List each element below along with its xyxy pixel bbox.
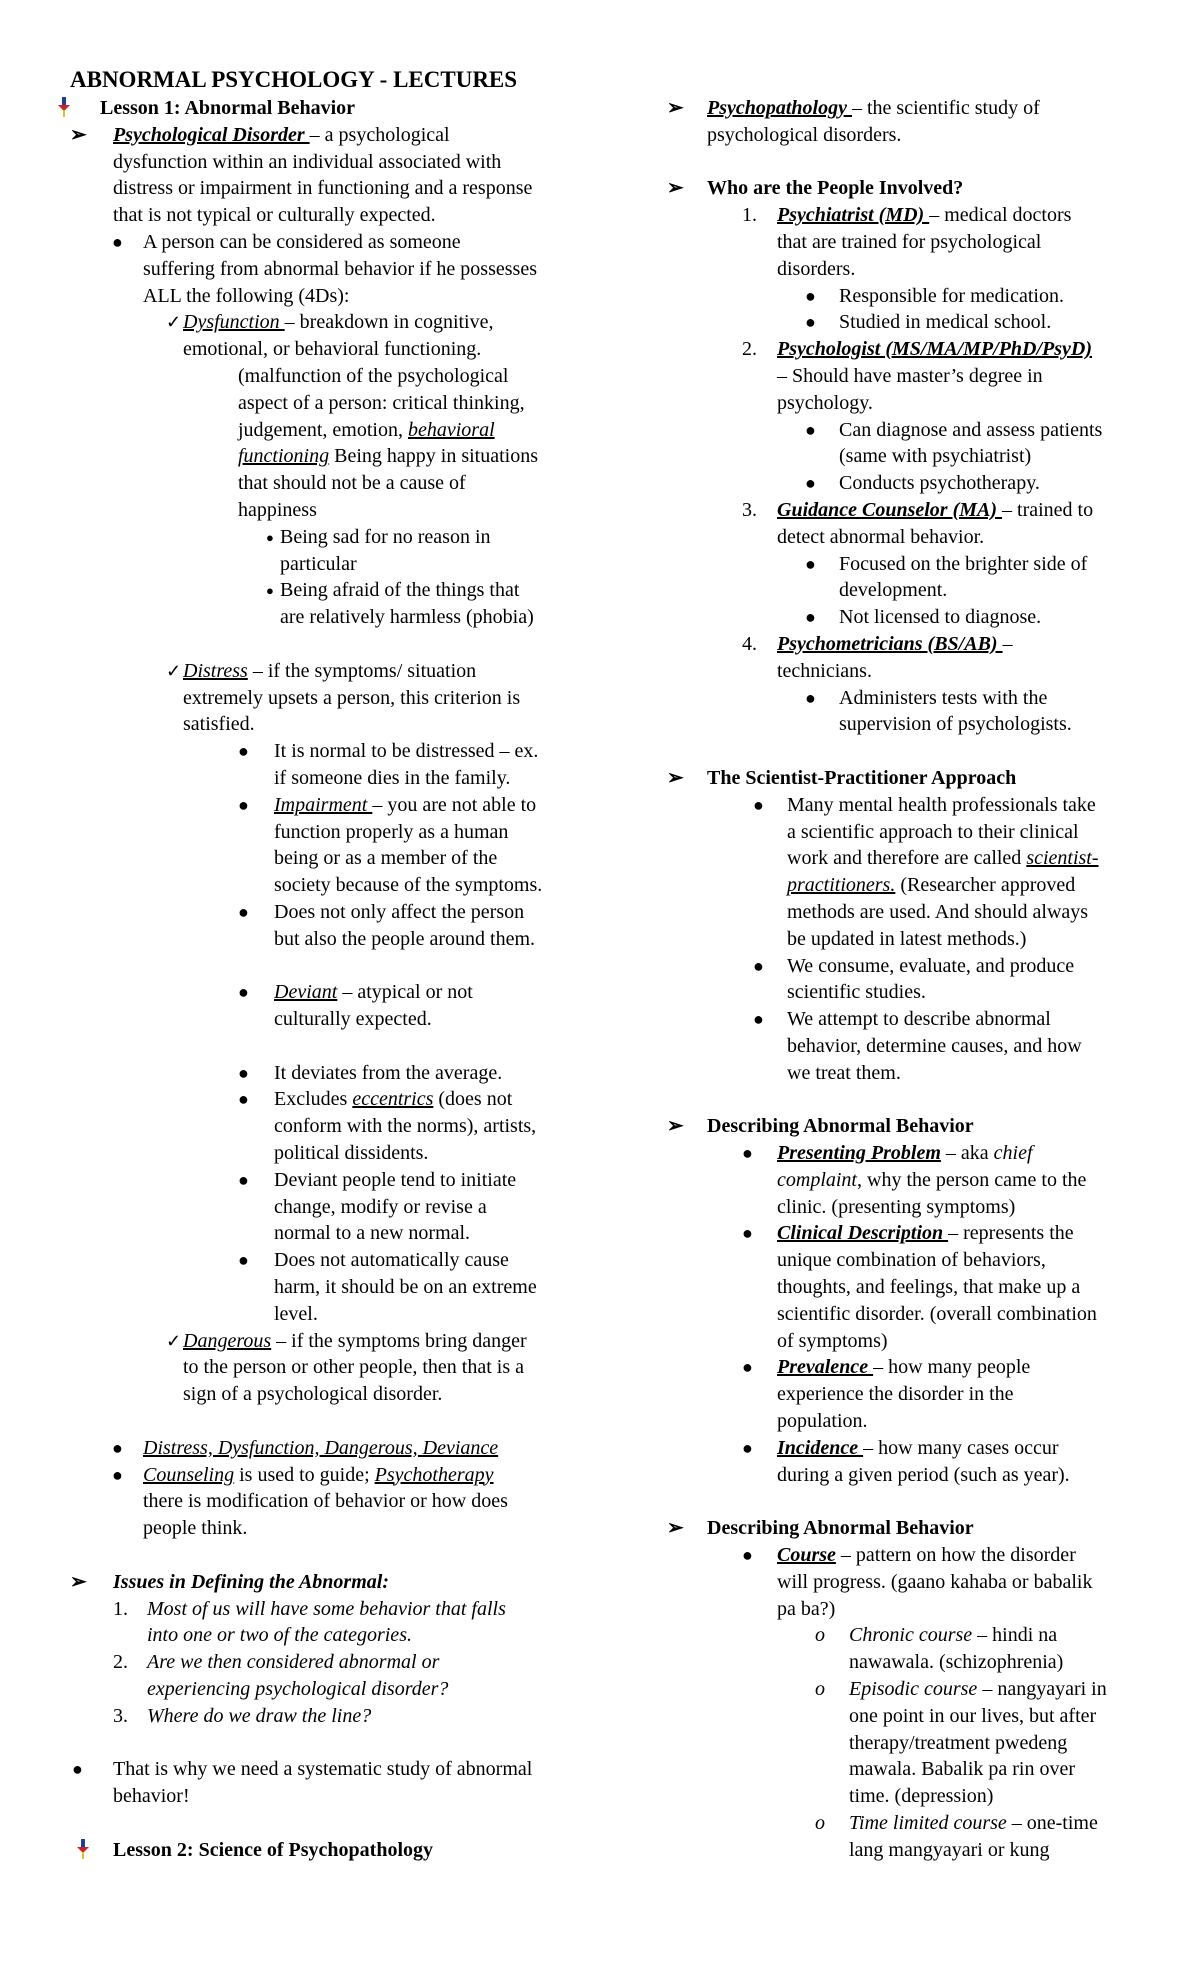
clinical-def: scientific disorder. (overall combination [777,1302,1097,1325]
prevalence-line [667,1354,1147,1381]
sad-line [70,524,590,551]
systematic-text: That is why we need a systematic study of abnormal [113,1758,533,1781]
behavioral-def: happiness [238,498,317,521]
person-term: Psychiatrist (MD) [777,204,930,227]
dangerous-def: – if the symptoms bring danger [271,1329,527,1352]
clinical-def: of symptoms) [777,1329,888,1352]
bullet-icon: ● [805,312,816,333]
checkmark-icon: ✓ [166,1330,182,1351]
bullet-icon: ● [112,231,123,252]
deviant-def: – atypical or not [337,981,473,1004]
scientist-practitioner-term: practitioners. [787,874,896,897]
right-column [667,95,1147,1864]
person-bullet [667,551,1147,578]
sp-text: a scientific approach to their clinical [787,820,1079,843]
episodic-def: therapy/treatment pwedeng [849,1731,1068,1754]
impairment-line [70,792,590,819]
counseling-text: is used to guide; [234,1463,375,1486]
four-ds-text: Distress, Dysfunction, Dangerous, Deviance [143,1436,499,1459]
person-bullet-text: Focused on the brighter side of [839,552,1088,575]
bullet-icon: ● [805,285,816,306]
presenting-def: , why the person came to the [857,1168,1087,1191]
arrow-bullet-icon: ➢ [667,1115,684,1138]
course-term: Course [777,1544,836,1567]
chronic-line [667,1622,1147,1649]
arrow-bullet-icon: ➢ [70,1570,87,1593]
issue-text: into one or two of the categories. [147,1624,412,1647]
initiate-line [70,1167,590,1194]
incidence-term: Incidence [777,1436,864,1459]
issues-title: Issues in Defining the Abnormal: [113,1570,389,1593]
chief-complaint-term: complaint [777,1168,857,1191]
describe-heading [667,1113,1147,1140]
eccentrics-term: eccentrics [352,1088,434,1111]
arrow-bullet-icon: ➢ [667,97,684,119]
issue-text: Are we then considered abnormal or [147,1651,440,1674]
bullet-icon: ● [753,794,764,815]
bullet-icon: ● [805,473,816,494]
person-bullet-text: Can diagnose and assess patients [839,418,1103,441]
clinical-def: – represents the [948,1222,1074,1245]
person-term: Psychometricians (BS/AB) [777,632,1003,655]
person-def: detect abnormal behavior. [777,525,985,548]
person-def: – Should have master’s degree in [777,364,1043,387]
limited-def: lang mangyayari or kung [849,1838,1050,1861]
pd-line [70,122,590,149]
afraid-line [70,577,590,604]
issue-number: 3. [113,1704,128,1727]
excludes-text: conform with the norms), artists, [274,1115,537,1138]
bullet-icon: ● [805,419,816,440]
excludes-text: (does not [433,1088,513,1111]
afraid-text: Being afraid of the things that [280,579,520,602]
sp-bullet [667,1006,1147,1033]
four-ds-line [70,1435,590,1462]
sp-text-line [667,845,1147,872]
bullet-icon: ● [112,1464,123,1485]
sp-text: We consume, evaluate, and produce [787,954,1075,977]
sp-title: The Scientist-Practitioner Approach [707,766,1017,789]
pd-term: Psychological Disorder [113,123,310,146]
presenting-def: – aka [940,1142,994,1165]
person-bullet-text: Responsible for medication. [839,284,1064,307]
deviant-line [70,979,590,1006]
bullet-icon: ● [266,529,274,545]
systematic-line [70,1756,590,1783]
describe-title: Describing Abnormal Behavior [707,1115,974,1138]
person-term: Guidance Counselor (MA) [777,498,1003,521]
prevalence-term: Prevalence [777,1356,874,1379]
pushpin-icon [57,97,71,125]
dangerous-term: Dangerous [183,1329,272,1352]
pushpin-icon [76,1839,90,1867]
arrow-bullet-icon: ➢ [70,123,87,146]
course-line [667,1542,1147,1569]
presenting-line [667,1140,1147,1167]
distress-def: satisfied. [183,713,255,736]
bullet-icon: ● [238,901,249,922]
bullet-icon: ● [112,1437,123,1458]
person-bullet-text: Studied in medical school. [839,311,1052,334]
person-bullet [667,417,1147,444]
person-number: 2. [742,338,757,361]
arrow-bullet-icon: ➢ [667,766,684,789]
person-def: that are trained for psychological [777,230,1042,253]
issue-text: experiencing psychological disorder? [147,1678,449,1701]
bullet-icon: ● [238,1089,249,1110]
describe-title: Describing Abnormal Behavior [707,1517,974,1540]
dangerous-def: sign of a psychological disorder. [183,1383,443,1406]
psychopathology-def: – the scientific study of [852,97,1040,119]
systematic-text: behavior! [113,1785,190,1808]
bullet-icon: ● [805,553,816,574]
person-item [667,336,1147,363]
arrow-bullet-icon: ➢ [667,1517,684,1540]
issue-number: 2. [113,1651,128,1674]
impairment-term: Impairment [274,793,373,816]
person-number: 4. [742,632,757,655]
pd-def-line: dysfunction within an individual associated with [113,150,502,173]
lesson-2-label: Lesson 2: Science of Psychopathology [113,1838,433,1861]
person-item [667,631,1147,658]
issue-item [70,1596,590,1623]
sp-text: scientific studies. [787,981,926,1004]
episodic-def: time. (depression) [849,1785,994,1808]
excludes-text: political dissidents. [274,1142,429,1165]
presenting-line [667,1167,1147,1194]
lesson-1-heading [70,95,590,122]
pd-def-line: that is not typical or culturally expected. [113,204,436,227]
course-def: pa ba?) [777,1597,836,1620]
pd-def-line: distress or impairment in functioning and a response [113,177,533,200]
person-def: psychology. [777,391,873,414]
bullet-icon: ● [805,687,816,708]
person-bullet [667,283,1147,310]
impairment-def: function properly as a human [274,820,509,843]
normal-distress-text: if someone dies in the family. [274,766,511,789]
episodic-def: – nangyayari in [977,1678,1107,1701]
bullet-icon: ● [742,1357,753,1378]
impairment-def: being or as a member of the [274,847,498,870]
sp-text: We attempt to describe abnormal [787,1008,1051,1031]
person-def: disorders. [777,257,856,280]
sp-bullet [667,792,1147,819]
page-title: ABNORMAL PSYCHOLOGY - LECTURES [70,67,518,92]
normal-distress-text: It is normal to be distressed – ex. [274,740,539,763]
dysfunction-term: Dysfunction [183,311,285,334]
person-bullet-text: Conducts psychotherapy. [839,472,1040,495]
scientist-practitioner-term: scientist- [1026,847,1099,870]
issue-item [70,1649,590,1676]
bullet-icon: ● [742,1143,753,1164]
sp-text: methods are used. And should always [787,900,1089,923]
episodic-def: one point in our lives, but after [849,1704,1097,1727]
bullet-icon: ● [238,741,249,762]
pd-def-line: – a psychological [309,123,450,146]
behavioral-line [70,443,590,470]
initiate-text: Deviant people tend to initiate [274,1168,517,1191]
sad-text: particular [280,552,357,575]
who-heading [667,175,1147,202]
person-bullet [667,309,1147,336]
distress-line [70,658,590,685]
deviant-term: Deviant [274,981,338,1004]
deviates-text: It deviates from the average. [274,1061,503,1084]
bullet-icon: ● [742,1545,753,1566]
incidence-def: – how many cases occur [863,1436,1059,1459]
person-def: – medical doctors [929,204,1072,227]
person-line [70,229,590,256]
bullet-icon: ● [753,955,764,976]
checkmark-icon: ✓ [166,660,182,681]
dangerous-line [70,1328,590,1355]
harm-text: level. [274,1302,318,1325]
harm-text: harm, it should be on an extreme [274,1276,537,1299]
afraid-text: are relatively harmless (phobia) [280,606,534,629]
episodic-def: mawala. Babalik pa rin over [849,1758,1076,1781]
sp-text: we treat them. [787,1061,901,1084]
behavioral-def: Being happy in situations [329,445,538,468]
course-def: – pattern on how the disorder [835,1544,1076,1567]
sp-text: be updated in latest methods.) [787,927,1027,950]
behavioral-term: behavioral [407,418,495,441]
chronic-def: – hindi na [972,1624,1058,1647]
chronic-def: nawawala. (schizophrenia) [849,1651,1064,1674]
initiate-text: normal to a new normal. [274,1222,471,1245]
checkmark-icon: ✓ [166,312,182,333]
person-bullet-text: supervision of psychologists. [839,713,1072,736]
bullet-icon: ● [238,1169,249,1190]
affect-text: Does not only affect the person [274,900,525,923]
prevalence-def: experience the disorder in the [777,1383,1014,1406]
arrow-bullet-icon: ➢ [667,177,684,200]
sp-heading [667,765,1147,792]
dysfunction-note: (malfunction of the psychological [238,364,509,387]
excludes-text: Excludes [274,1088,353,1111]
person-bullet [667,685,1147,712]
affect-line [70,899,590,926]
normal-distress-line [70,738,590,765]
deviant-def: culturally expected. [274,1008,432,1031]
person-bullet-text: Not licensed to diagnose. [839,606,1042,629]
sp-text: Many mental health professionals take [787,793,1096,816]
chronic-term: Chronic course [849,1624,973,1647]
sp-text-line [667,872,1147,899]
initiate-text: change, modify or revise a [274,1195,487,1218]
describe-heading-2 [667,1515,1147,1542]
circle-bullet-icon: o [815,1624,825,1647]
lesson-2-heading [70,1837,590,1864]
counseling-line [70,1462,590,1489]
psychopathology-line [667,95,1147,122]
issue-item [70,1703,590,1730]
distress-term: Distress [183,659,248,682]
person-def: – [1002,632,1013,655]
counseling-text: there is modification of behavior or how does [143,1490,508,1513]
circle-bullet-icon: o [815,1678,825,1701]
incidence-line [667,1435,1147,1462]
person-text: suffering from abnormal behavior if he possesses [143,257,537,280]
incidence-def: during a given period (such as year). [777,1463,1070,1486]
bullet-icon: ● [238,1062,249,1083]
distress-def: – if the symptoms/ situation [247,659,477,682]
harm-text: Does not automatically cause [274,1249,509,1272]
dysfunction-def: – breakdown in cognitive, [284,311,494,334]
affect-text: but also the people around them. [274,927,536,950]
dysfunction-def: emotional, or behavioral functioning. [183,338,482,361]
deviates-line [70,1060,590,1087]
excludes-line [70,1086,590,1113]
harm-line [70,1247,590,1274]
person-bullet-text: Administers tests with the [839,686,1048,709]
person-bullet-text: (same with psychiatrist) [839,445,1032,468]
person-text: A person can be considered as someone [143,230,461,253]
limited-line [667,1810,1147,1837]
bullet-icon: ● [805,607,816,628]
bullet-icon: ● [238,1250,249,1271]
clinical-term: Clinical Description [777,1222,949,1245]
bullet-icon: ● [72,1759,83,1780]
person-item [667,497,1147,524]
dysfunction-note-text: judgement, emotion, [238,418,408,441]
psychopathology-term: Psychopathology [707,97,852,119]
episodic-line [667,1676,1147,1703]
counseling-text: people think. [143,1517,248,1540]
dysfunction-note [70,417,590,444]
presenting-def: clinic. (presenting symptoms) [777,1195,1016,1218]
sad-text: Being sad for no reason in [280,525,491,548]
clinical-def: thoughts, and feelings, that make up a [777,1276,1081,1299]
psychopathology-def: psychological disorders. [707,123,902,146]
person-number: 3. [742,498,757,521]
bullet-icon: ● [742,1223,753,1244]
prevalence-def: – how many people [873,1356,1031,1379]
clinical-line [667,1220,1147,1247]
sp-text: (Researcher approved [895,874,1076,897]
issue-number: 1. [113,1597,128,1620]
left-column [70,66,590,1864]
who-title: Who are the People Involved? [707,177,964,200]
impairment-def: – you are not able to [372,793,537,816]
distress-def: extremely upsets a person, this criterion is [183,686,521,709]
lesson-1-label: Lesson 1: Abnormal Behavior [100,97,356,119]
person-def: technicians. [777,659,872,682]
bullet-icon: ● [266,583,274,599]
person-item [667,202,1147,229]
bullet-icon: ● [742,1437,753,1458]
chief-complaint-term: chief [993,1142,1033,1165]
limited-term: Time limited course [849,1812,1007,1834]
person-bullet [667,470,1147,497]
person-text: ALL the following (4Ds): [143,284,350,307]
presenting-term: Presenting Problem [777,1142,941,1165]
bullet-icon: ● [238,794,249,815]
course-def: will progress. (gaano kahaba or babalik [777,1570,1093,1593]
bullet-icon: ● [238,982,249,1003]
episodic-term: Episodic course [849,1678,978,1701]
sp-bullet [667,953,1147,980]
issue-text: Most of us will have some behavior that falls [147,1597,506,1620]
issue-text: Where do we draw the line? [147,1704,372,1727]
prevalence-def: population. [777,1410,868,1433]
sp-text: behavior, determine causes, and how [787,1034,1082,1057]
psychotherapy-term: Psychotherapy [374,1463,494,1486]
person-def: – trained to [1002,498,1094,521]
person-bullet [667,604,1147,631]
person-number: 1. [742,204,757,227]
behavioral-def: that should not be a cause of [238,472,466,495]
clinical-def: unique combination of behaviors, [777,1249,1046,1272]
person-bullet-text: development. [839,579,948,602]
person-term: Psychologist (MS/MA/MP/PhD/PsyD) [777,338,1093,361]
limited-def: – one-time [1006,1812,1098,1834]
impairment-def: society because of the symptoms. [274,874,543,897]
dysfunction-line [70,309,590,336]
issues-heading [70,1569,590,1596]
dysfunction-note: aspect of a person: critical thinking, [238,391,525,414]
circle-bullet-icon: o [815,1812,825,1834]
bullet-icon: ● [753,1009,764,1030]
dangerous-def: to the person or other people, then that is a [183,1356,525,1379]
counseling-term: Counseling [143,1463,235,1486]
behavioral-term: functioning [238,445,330,468]
sp-text: work and therefore are called [787,847,1027,870]
